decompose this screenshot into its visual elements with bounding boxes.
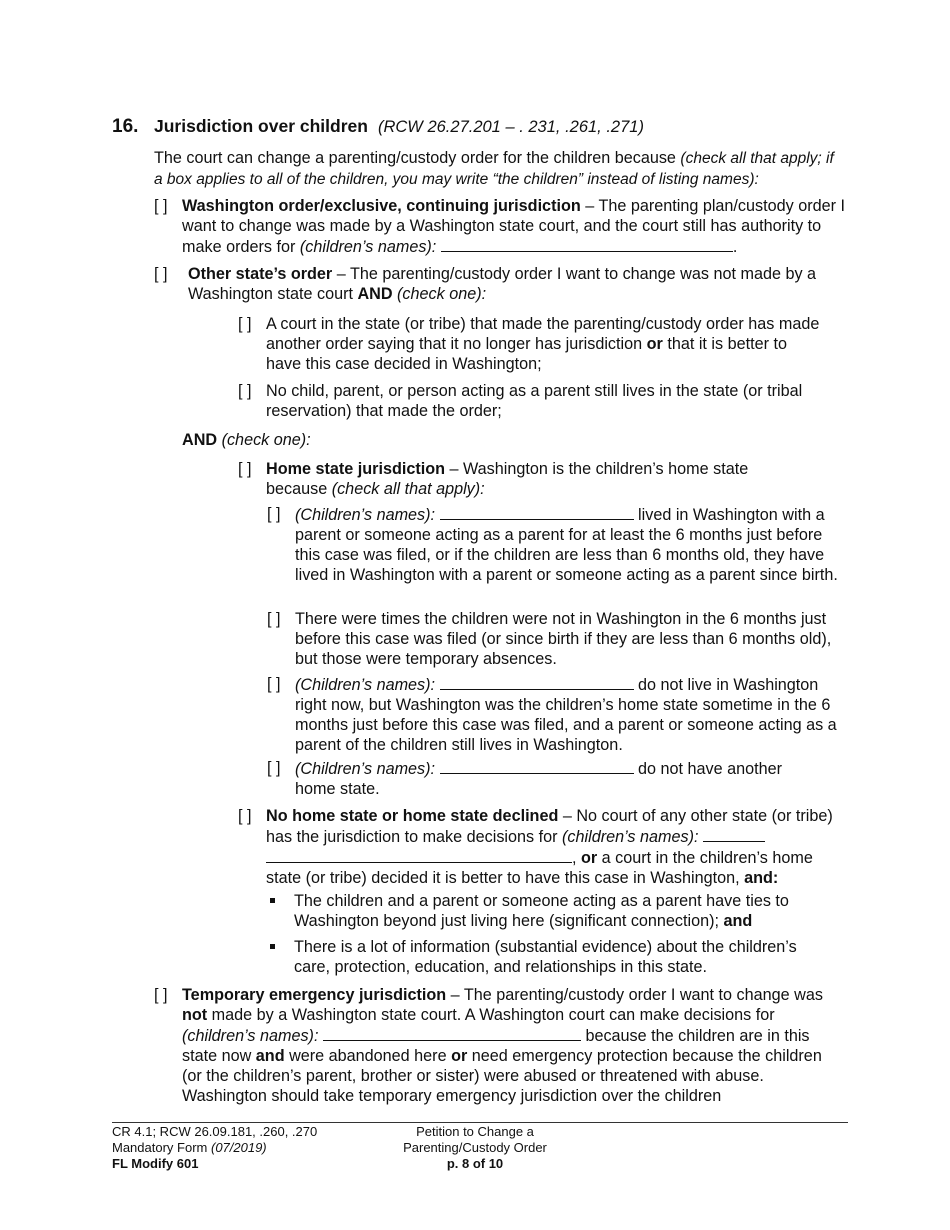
home-state-item1-names-field[interactable] (440, 504, 634, 520)
footer-divider (112, 1122, 848, 1123)
footer-rule-citation: CR 4.1; RCW 26.09.181, .260, .270 (112, 1124, 318, 1139)
home-state-item3-text: (Children’s names): do not live in Washington right now, but Washington was the children’s home state sometime in the 6 months just before this case was filed, and a parent or someone acting as a parent of the children still lives in Washington. (295, 676, 837, 754)
home-state-item4-names-field[interactable] (440, 758, 634, 774)
footer-form-type: Mandatory Form (07/2019) (112, 1140, 267, 1155)
no-home-bullet2-text: There is a lot of information (substantial evidence) about the children’s care, protection, education, and relationships in this state. (294, 938, 797, 976)
and-check-one: AND (check one): (182, 431, 311, 449)
section-heading (112, 115, 644, 138)
no-home-names-field-1[interactable] (703, 826, 765, 842)
home-state-item1-checkbox[interactable]: [ ] (267, 505, 281, 523)
home-state-item3-checkbox[interactable]: [ ] (267, 675, 281, 693)
temporary-names-field[interactable] (323, 1025, 581, 1041)
temporary-emergency-text: Temporary emergency jurisdiction – The parenting/custody order I want to change was not made by a Washington state court. A Washington court can make decisions for (children’s names): because the children are in this state now and were abandoned here or need emergency protection because the children (or the children’s parent, brother or sister) were abused or threatened with abuse. Washington should take temporary emergency jurisdiction over the children (182, 986, 823, 1105)
bullet-icon (270, 898, 275, 903)
section-title: Jurisdiction over children (154, 116, 368, 136)
washington-order-checkbox[interactable]: [ ] (154, 197, 168, 215)
other-state-option2-checkbox[interactable]: [ ] (238, 382, 252, 400)
other-state-option1-text: A court in the state (or tribe) that made the parenting/custody order has made another order saying that it no longer has jurisdiction or that it is better to have this case decided in Washington; (266, 315, 820, 373)
other-state-checkbox[interactable]: [ ] (154, 265, 168, 283)
other-state-option1-checkbox[interactable]: [ ] (238, 315, 252, 333)
home-state-item3-names-field[interactable] (440, 674, 634, 690)
no-home-bullet1-text: The children and a parent or someone acting as a parent have ties to Washington beyond just living here (significant connection); and (294, 892, 789, 930)
no-home-state-checkbox[interactable]: [ ] (238, 807, 252, 825)
home-state-item2-checkbox[interactable]: [ ] (267, 610, 281, 628)
temporary-emergency-checkbox[interactable]: [ ] (154, 986, 168, 1004)
section-number: 16. (112, 116, 139, 137)
section-intro: The court can change a parenting/custody order for the children because (check all that apply; if a box applies to all of the children, you may write “the children” instead of listing names): (154, 149, 834, 188)
other-state-text: Other state’s order – The parenting/custody order I want to change was not made by a Washington state court AND (check one): (188, 265, 817, 303)
other-state-option2-text: No child, parent, or person acting as a parent still lives in the state (or tribal reservation) that made the order; (266, 382, 803, 420)
home-state-item4-text: (Children’s names): do not have another home state. (295, 760, 783, 798)
footer-form-id: FL Modify 601 (112, 1156, 199, 1171)
no-home-names-field-2[interactable] (266, 847, 572, 863)
home-state-checkbox[interactable]: [ ] (238, 460, 252, 478)
home-state-text: Home state jurisdiction – Washington is the children’s home state because (check all that apply): (266, 460, 749, 498)
no-home-state-text: No home state or home state declined – No court of any other state (or tribe) has the jurisdiction to make decisions for (children’s names): , or a court in the children’s home state (or tribe) decided it is better to have this case in Washington, and: (266, 807, 833, 887)
footer-doc-title-2: Parenting/Custody Order (403, 1140, 547, 1155)
home-state-item2-text: There were times the children were not in Washington in the 6 months just before this case was filed (or since birth if they are less than 6 months old), but those were temporary absences. (295, 610, 832, 668)
bullet-icon (270, 944, 275, 949)
footer-center (365, 1124, 585, 1172)
footer-doc-title-1: Petition to Change a (416, 1124, 534, 1139)
home-state-item4-checkbox[interactable]: [ ] (267, 759, 281, 777)
washington-order-text: Washington order/exclusive, continuing jurisdiction – The parenting plan/custody order I want to change was made by a Washington state court, and the court still has authority to make orders for (children’s names): . (182, 197, 845, 256)
washington-names-field[interactable] (441, 236, 733, 252)
footer-page-number: p. 8 of 10 (446, 1156, 504, 1171)
home-state-item1-text: (Children’s names): lived in Washington with a parent or someone acting as a parent for at least the 6 months just before this case was filed, or if the children are less than 6 months old, they have lived in Washington with a parent or someone acting as a parent since birth. (295, 506, 838, 584)
section-citation: (RCW 26.27.201 – . 231, .261, .271) (377, 118, 644, 136)
